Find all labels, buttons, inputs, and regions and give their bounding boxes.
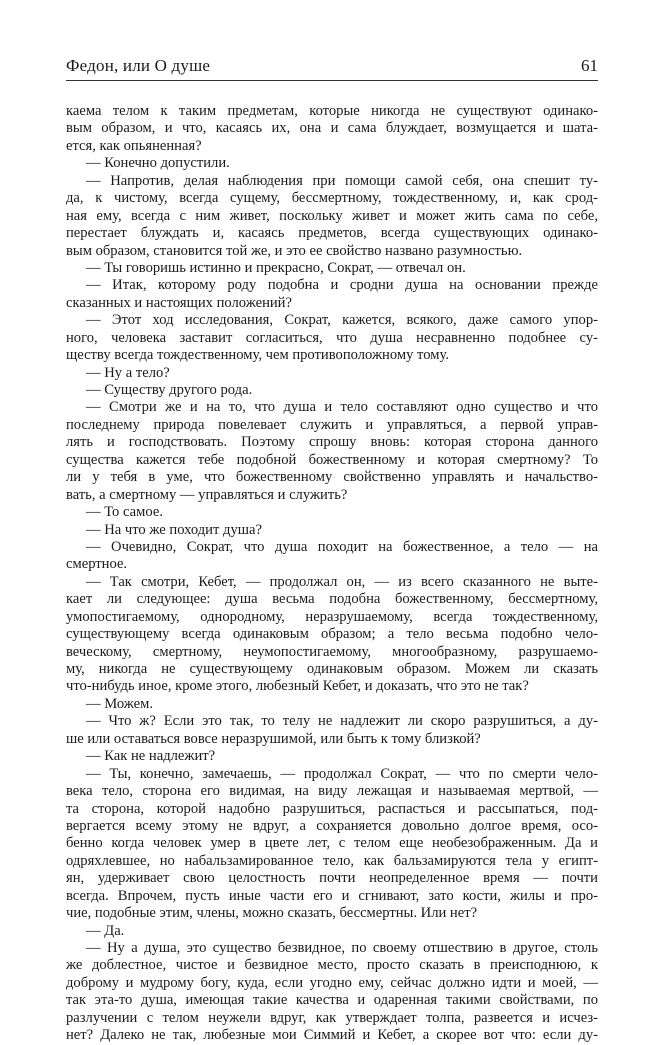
text-line: — Ты говоришь истинно и прекрасно, Сократ, — отвечал он. <box>86 259 466 276</box>
text-line: — Можем. <box>86 695 154 712</box>
text-line: — Очевидно, Сократ, что душа походит на божественное, а тело — на <box>86 538 598 555</box>
text-line: последнему природа повелевает служить и управляться, а первой управ- <box>66 416 598 433</box>
text-line: ществу всегда тождественному, чем противоположному тому. <box>66 347 449 364</box>
body-text <box>66 103 598 1045</box>
text-line: — На что же походит душа? <box>86 521 262 538</box>
text-line: вым образом, становится той же, и это ее свойство названо разумностью. <box>66 242 523 259</box>
text-line: каема телом к таким предметам, которые никогда не существуют одинако- <box>66 103 598 119</box>
text-line: чие, подобные этим, члены, можно сказать, бессмертны. Или нет? <box>66 905 478 922</box>
text-line: — Существу другого рода. <box>86 382 253 398</box>
text-line: разлучении с телом неужели вдруг, как утверждает толпа, развеется и исчез- <box>66 1009 598 1026</box>
text-line: вать, а смертному — управляться и служить? <box>66 486 348 503</box>
text-line: ше или оставаться вовсе неразрушимой, или быть к тому близкой? <box>66 730 481 747</box>
text-line: существа кажется тебе подобной божественному и которая смертному? То <box>66 451 598 468</box>
text-line: всегда. Впрочем, пусть иные части его и сгнивают, зато кости, жилы и про- <box>66 887 598 904</box>
text-line: — Напротив, делая наблюдения при помощи самой себя, она спешит ту- <box>86 172 598 189</box>
text-line: вым образом, и что, касаясь их, она и сама блуждает, возмущается и шата- <box>66 120 598 137</box>
text-line: — Как не надлежит? <box>86 748 216 765</box>
text-line: перестает блуждать и, касаясь предметов, всегда существующих одинако- <box>66 225 598 242</box>
text-line: — Этот ход исследования, Сократ, кажется, всякого, даже самого упор- <box>86 312 598 329</box>
text-line: — Итак, которому роду подобна и сродни душа на основании прежде <box>86 277 598 294</box>
text-line: вергается всему этому не вдруг, а сохраняется довольно долгое время, осо- <box>66 817 598 834</box>
text-line: нет? Далеко не так, любезные мои Симмий и Кебет, а скорее вот что: если ду- <box>66 1027 598 1044</box>
text-line: — Ну а тело? <box>86 364 170 381</box>
text-line: смертное. <box>66 556 128 573</box>
text-line: та сторона, которой надобно разрушиться, распасться и рассыпаться, под- <box>66 800 598 817</box>
text-line: существующему всегда одинаковым образом; а тело весьма подобно чело- <box>66 626 598 643</box>
text-line: ли у тебя в уме, что божественному свойственно управлять и начальство- <box>66 469 598 486</box>
text-line: ная ему, всегда с ним живет, поскольку живет и может жить сама по себе, <box>66 207 598 224</box>
text-line: кает ли следующее: душа весьма подобна божественному, бессмертному, <box>66 591 598 608</box>
header-rule <box>66 80 598 81</box>
text-line: — Конечно допустили. <box>86 155 230 172</box>
text-line: века тело, сторона его видимая, на виду лежащая и называемая мертвой, — <box>66 783 598 800</box>
text-line: му, никогда не существующему одинаковым образом. Можем ли сказать <box>66 661 598 677</box>
text-line: лять и господствовать. Поэтому спрошу вновь: которая сторона данного <box>66 434 598 451</box>
page-number: 61 <box>581 56 598 75</box>
text-line: да, к чистому, всегда сущему, бессмертному, тождественному, и, как срод- <box>66 190 598 207</box>
text-line: умопостигаемому, однородному, неразрушаемому, всегда тождественному, <box>66 608 598 625</box>
text-line: — Что ж? Если это так, то телу не надлежит ли скоро разрушиться, а ду- <box>86 713 598 730</box>
text-line: ется, как опьяненная? <box>66 137 202 154</box>
text-line: — То самое. <box>86 504 163 521</box>
text-line: — Да. <box>86 922 125 939</box>
text-line: одряхлевшее, но набальзамированное тело, как бальзамируются тела у египт- <box>66 852 598 869</box>
running-header <box>66 56 598 82</box>
text-line: — Ну а душа, это существо безвидное, по своему отшествию в другое, столь <box>86 940 598 956</box>
text-line: — Ты, конечно, замечаешь, — продолжал Сократ, — что по смерти чело- <box>86 765 598 782</box>
text-line: так эта-то душа, имеющая такие качества и одаренная такими свойствами, по <box>66 992 598 1009</box>
text-line: сказанных и настоящих положений? <box>66 294 292 311</box>
text-line: — Смотри же и на то, что душа и тело составляют одно существо и что <box>86 399 598 416</box>
text-line: же доблестное, чистое и безвидное место, просто сказать в преисподнюю, к <box>66 957 598 974</box>
text-line: ного, человека заставит согласиться, что душа несравненно подобнее су- <box>66 329 598 346</box>
text-line: — Так смотри, Кебет, — продолжал он, — из всего сказанного не выте- <box>86 573 598 590</box>
text-line: веческому, смертному, неумопостигаемому, многообразному, разрушаемо- <box>66 643 598 660</box>
text-line: ян, удерживает свою целостность почти неопределенное время — почти <box>66 870 598 887</box>
running-title: Федон, или О душе <box>66 56 211 75</box>
text-line: бенно когда человек умер в цвете лет, с телом еще необезображенным. Да и <box>66 835 598 852</box>
text-line: что-нибудь иное, кроме этого, любезный Кебет, и доказать, что это не так? <box>66 678 529 695</box>
text-line: доброму и мудрому богу, куда, если угодно ему, сейчас должно идти и моей, — <box>66 974 598 991</box>
